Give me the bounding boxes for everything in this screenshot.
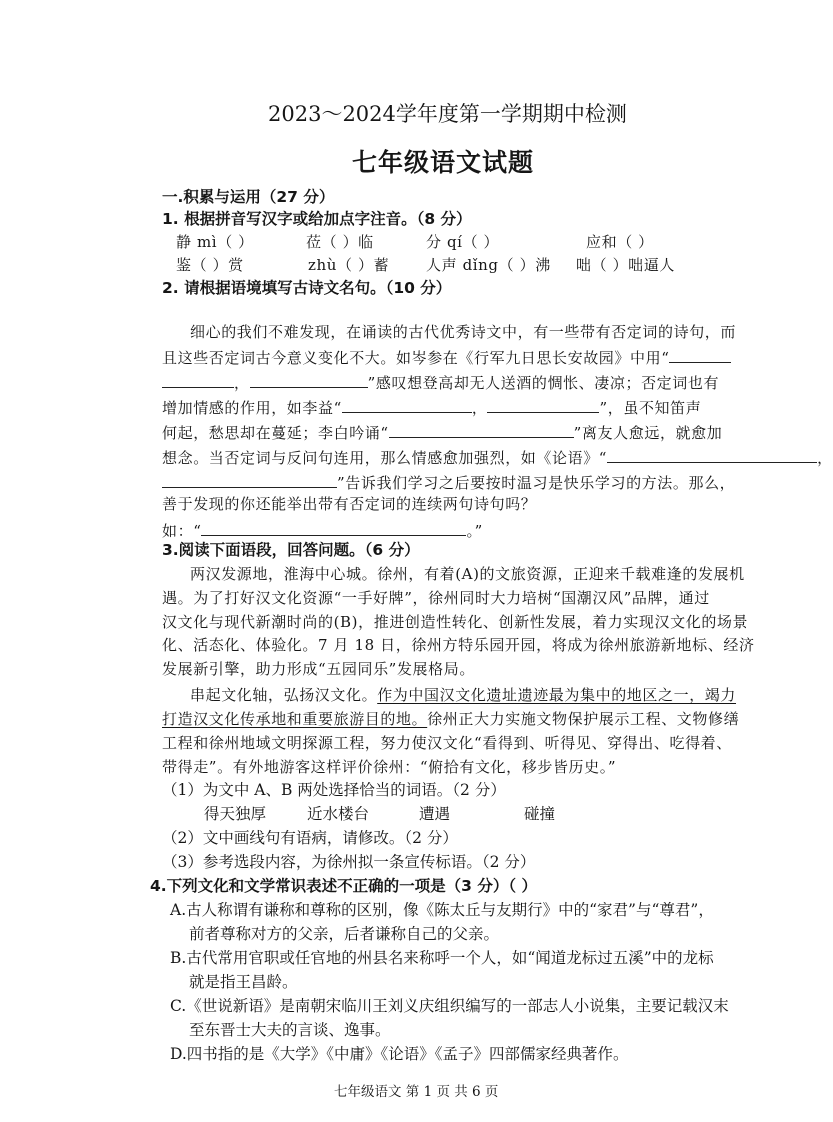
- section-heading: 一.积累与运用（27 分）: [162, 188, 335, 206]
- pinyin-item[interactable]: zhù（ ）蓄: [308, 256, 390, 274]
- q3-para1-line: 两汉发源地，淮海中心城。徐州，有着(A)的文旅资源，正迎来千载难逢的发展机: [190, 565, 745, 583]
- q2-text-line: 善于发现的你还能举出带有否定词的连续两句诗句吗？: [162, 495, 537, 513]
- q2-text-line: 想念。当否定词与反问句连用，那么情感愈加强烈，如《论语》“ ，: [162, 449, 833, 467]
- question-3-title: 3.阅读下面语段，回答问题。（6 分）: [162, 541, 420, 559]
- pinyin-item[interactable]: 静 mì（ ）: [176, 233, 254, 251]
- q4-option-d[interactable]: D.四书指的是《大学》《中庸》《论语》《孟子》四部儒家经典著作。: [170, 1045, 629, 1063]
- question-2-title: 2. 请根据语境填写古诗文名句。（10 分）: [162, 279, 452, 297]
- q2-text-line: 如：“ 。”: [162, 522, 483, 540]
- q4-option-a-cont: 前者尊称对方的父亲，后者谦称自己的父亲。: [189, 925, 500, 943]
- q3-word-options: [204, 807, 555, 823]
- q4-option-a[interactable]: A.古人称谓有谦称和尊称的区别，像《陈太丘与友期行》中的“家君”与“尊君”，: [170, 901, 714, 919]
- q3-para2-line: 打造汉文化传承地和重要旅游目的地。徐州正大力实施文物保护展示工程、文物修缮: [162, 710, 740, 728]
- q2-text-line: 且这些否定词古今意义变化不大。如岑参在《行军九日思长安故园》中用“: [162, 348, 731, 366]
- question-4-title: 4.下列文化和文学常识表述不正确的一项是（3 分）（ ）: [150, 877, 538, 895]
- q2-text-line: ”告诉我们学习之后要按时温习是快乐学习的方法。那么，: [162, 473, 735, 491]
- q3-para1-line: 遇。为了打好汉文化资源“一手好牌”，徐州同时大力培树“国潮汉风”品牌，通过: [162, 589, 710, 607]
- pinyin-item[interactable]: 应和（ ）: [586, 233, 654, 251]
- answer-blank[interactable]: [669, 348, 731, 363]
- q4-option-c-cont: 至东晋士大夫的言谈、逸事。: [189, 1021, 391, 1039]
- answer-blank[interactable]: [342, 398, 472, 413]
- q3-sub2: （2）文中画线句有语病，请修改。（2 分）: [162, 829, 458, 847]
- q4-option-b[interactable]: B.古代常用官职或任官地的州县名来称呼一个人，如“闻道龙标过五溪”中的龙标: [170, 949, 714, 967]
- answer-blank[interactable]: [162, 473, 337, 488]
- q3-para2-line: 带得走”。有外地游客这样评价徐州：“俯拾有文化，移步皆历史。”: [162, 758, 617, 776]
- q4-option-c[interactable]: C.《世说新语》是南朝宋临川王刘义庆组织编写的一部志人小说集，主要记载汉末: [170, 997, 729, 1015]
- q3-para2-line: 工程和徐州地域文明探源工程，努力使汉文化“看得到、听得见、穿得出、吃得着、: [162, 734, 732, 752]
- question-1-title: 1. 根据拼音写汉字或给加点字注音。（8 分）: [162, 210, 472, 228]
- question-1-row2: [176, 258, 675, 273]
- q3-para1-line: 发展新引擎，助力形成“五园同乐”发展格局。: [162, 660, 475, 678]
- page-title: 七年级语文试题: [352, 148, 535, 177]
- pinyin-item[interactable]: 咄（ ）咄逼人: [576, 256, 675, 274]
- q2-text-line: 增加情感的作用，如李益“ ， ”，虽不知笛声: [162, 399, 702, 417]
- q2-text-line: ， ”感叹想登高却无人送酒的惆怅、凄凉；否定词也有: [162, 373, 719, 391]
- pinyin-item[interactable]: 莅（ ）临: [306, 233, 374, 251]
- word-option[interactable]: 得天独厚: [204, 805, 267, 823]
- page-footer: 七年级语文 第 1 页 共 6 页: [334, 1084, 499, 1100]
- underlined-sentence: 作为中国汉文化遗址遗迹最为集中的地区之一，竭力: [377, 686, 737, 704]
- answer-blank[interactable]: [250, 373, 368, 388]
- q2-text-line: 何起，愁思却在蔓延；李白吟诵“ ”离友人愈远，就愈加: [162, 424, 723, 442]
- q4-option-b-cont: 就是指王昌龄。: [189, 973, 298, 991]
- pinyin-item[interactable]: 鉴（ ）赏: [176, 256, 244, 274]
- answer-blank[interactable]: [162, 373, 234, 388]
- answer-blank[interactable]: [607, 448, 817, 463]
- word-option[interactable]: 近水楼台: [307, 805, 370, 823]
- q3-para2-line: 串起文化轴，弘扬汉文化。作为中国汉文化遗址遗迹最为集中的地区之一，竭力: [190, 686, 737, 704]
- answer-blank[interactable]: [487, 398, 599, 413]
- word-option[interactable]: 碰撞: [524, 805, 556, 823]
- pinyin-item[interactable]: 分 qí（ ）: [426, 233, 500, 251]
- q2-text-line: 细心的我们不难发现，在诵读的古代优秀诗文中，有一些带有否定词的诗句，而: [190, 323, 737, 341]
- question-1-row1: [176, 235, 654, 250]
- q3-sub3: （3）参考选段内容，为徐州拟一条宣传标语。（2 分）: [162, 853, 536, 871]
- word-option[interactable]: 遭遇: [419, 805, 451, 823]
- q3-sub1: （1）为文中 A、B 两处选择恰当的词语。（2 分）: [162, 781, 506, 799]
- q3-para1-line: 汉文化与现代新潮时尚的(B)，推进创造性转化、创新性发展，着力实现汉文化的场景: [162, 613, 749, 631]
- answer-blank[interactable]: [201, 521, 466, 536]
- underlined-sentence: 打造汉文化传承地和重要旅游目的地。: [162, 710, 428, 728]
- pinyin-item[interactable]: 人声 dǐng（ ）沸: [426, 256, 551, 274]
- q3-para1-line: 化、活态化、体验化。7 月 18 日，徐州方特乐园开园，将成为徐州旅游新地标、经济: [162, 636, 755, 654]
- answer-blank[interactable]: [389, 423, 574, 438]
- exam-header: 2023～2024学年度第一学期期中检测: [268, 102, 627, 126]
